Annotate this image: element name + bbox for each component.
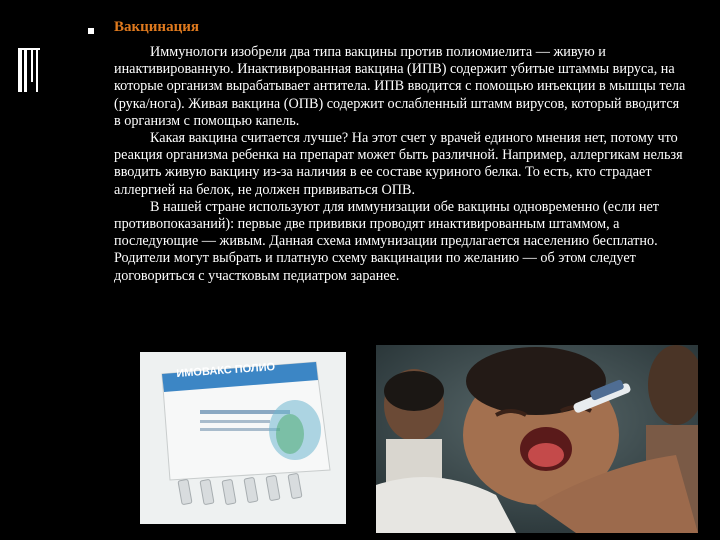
- decor-bar: [18, 50, 22, 92]
- paragraph-immunization-scheme: В нашей стране используют для иммунизации обе вакцины одновременно (если нет противопоказаний): первые две прививки проводят инактивированным штаммом, а последующие — живым. Данная схема иммунизации предлагается населению бесплатно. Родители могут выбрать и платную схему вакцинации по желанию — об этом следует договориться с участковым педиатром заранее.: [114, 198, 659, 284]
- bullet-icon: [88, 28, 94, 34]
- paragraph-which-better: Какая вакцина считается лучше? На этот счет у врачей единого мнения нет, потому что реакция организма ребенка на препарат может быть различной. Например, аллергикам нельзя вводить живую вакцину из-за наличия в ее составе куриного белка. То есть, кто страдает аллергией на белок, не должен прививаться ОПВ.: [114, 130, 683, 198]
- decor-bar: [18, 48, 40, 50]
- decor-bar: [24, 50, 27, 92]
- slide-body: [114, 44, 686, 285]
- vaccine-package-photo: [140, 352, 346, 524]
- child-vaccination-photo: [376, 345, 698, 533]
- paragraph-vaccine-types: Иммунологи изобрели два типа вакцины против полиомиелита — живую и инактивированную. Инактивированная вакцина (ИПВ) содержит убитые штаммы вируса, на которые организм вырабатывает антитела. ИПВ вводится с помощью инъекции в мышцы тела (рука/нога). Живая вакцина (ОПВ) содержит ослабленный штамм вирусов, который вводится в организм с помощью капель.: [114, 44, 686, 129]
- vaccine-package-illustration: [140, 352, 346, 524]
- slide-heading: Вакцинация: [114, 19, 199, 35]
- decor-bar: [31, 50, 33, 82]
- vaccine-box-brand: ИМОВАКС ПОЛИО: [176, 361, 276, 380]
- decor-bar: [36, 50, 38, 92]
- child-vaccination-illustration: [376, 345, 698, 533]
